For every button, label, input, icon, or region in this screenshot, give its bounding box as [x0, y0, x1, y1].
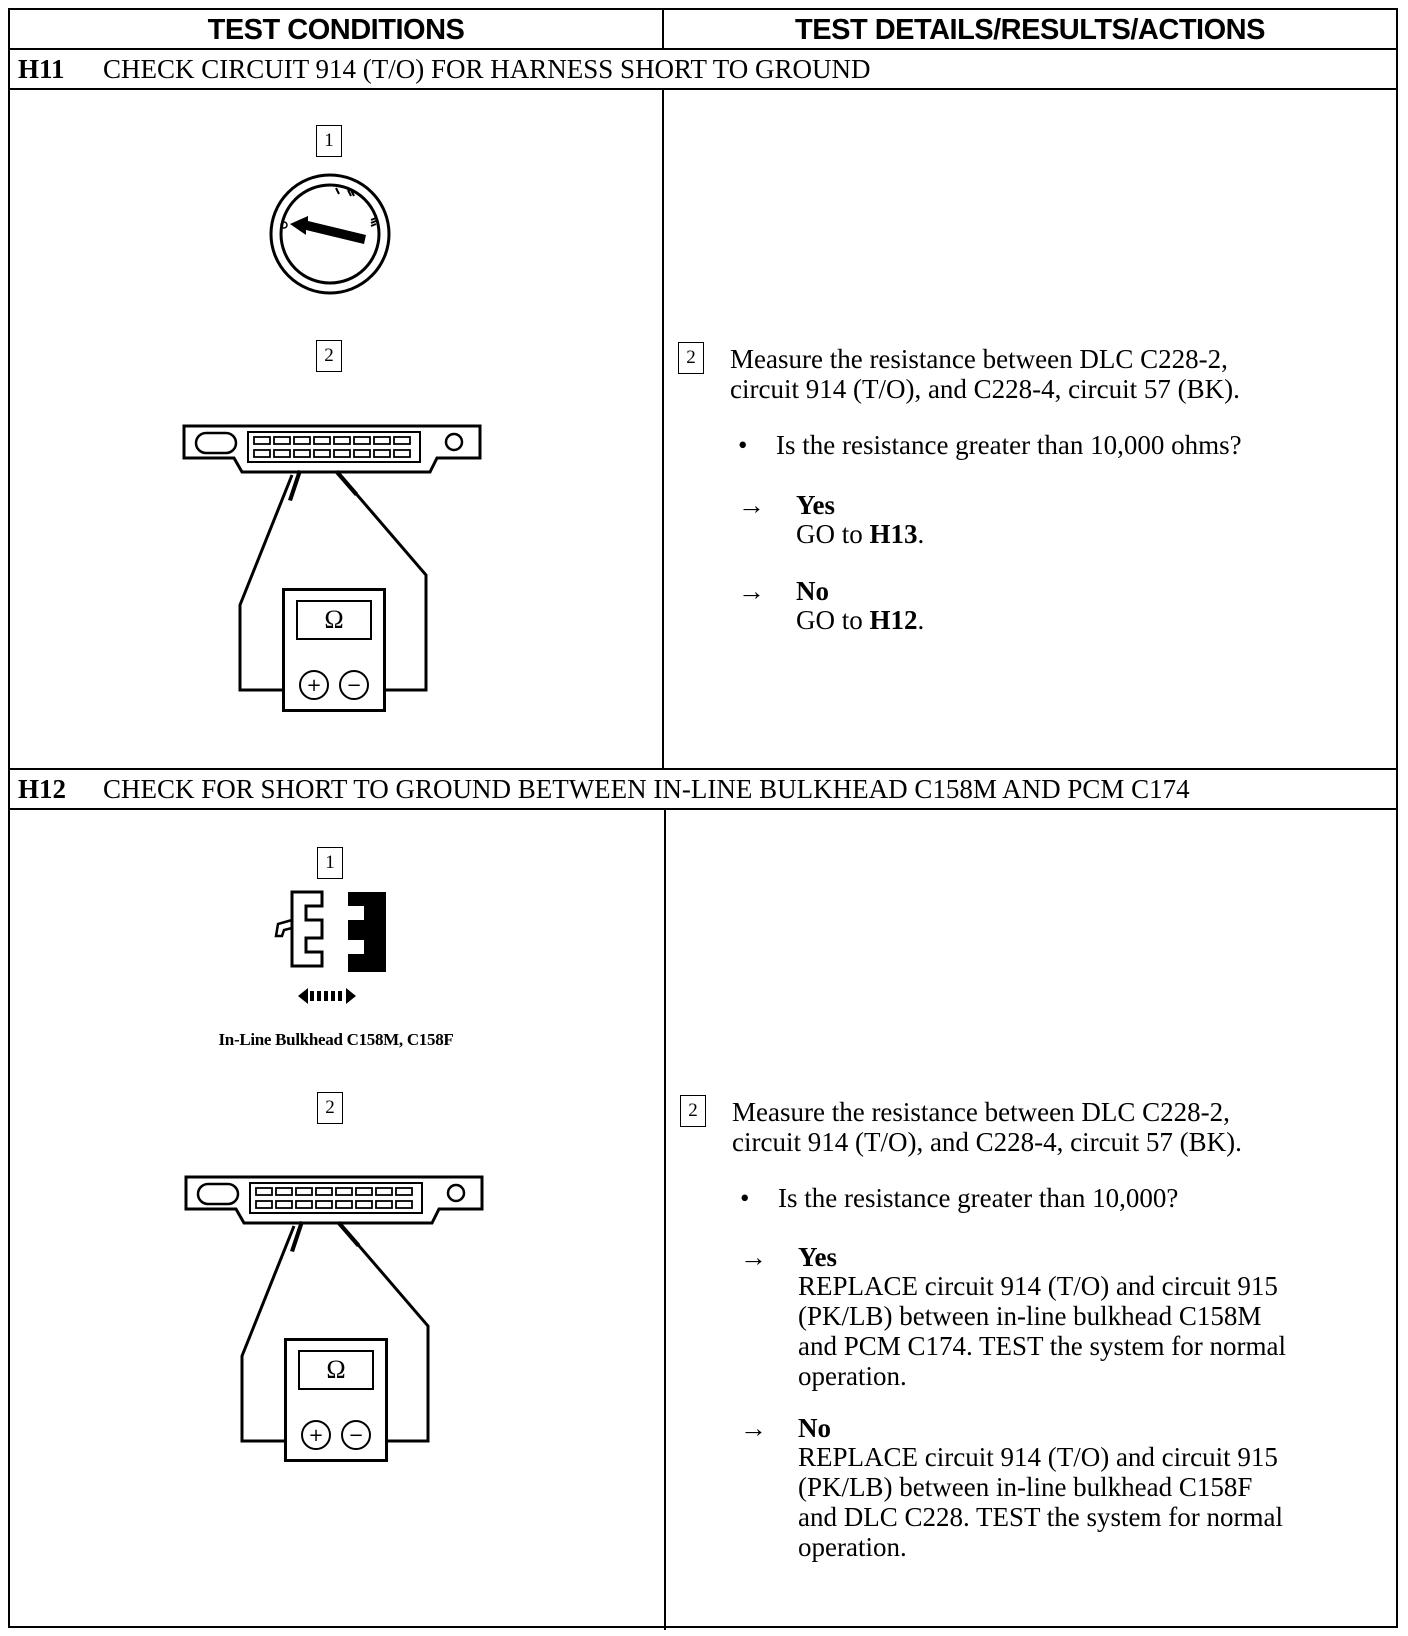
h12-yes-action: [798, 1271, 1286, 1391]
h11-bullet: •: [738, 430, 748, 460]
ohm-symbol: Ω: [326, 1355, 346, 1384]
test-procedure-table: [8, 8, 1398, 1628]
h11-detail-text: [730, 344, 1240, 404]
h12-no-action: [798, 1442, 1283, 1562]
h12-no-arrow: →: [740, 1413, 767, 1443]
h12-question: Is the resistance greater than 10,000?: [778, 1183, 1179, 1213]
h11-detail-line2: circuit 914 (T/O), and C228-4, circuit 57 (BK).: [730, 374, 1240, 404]
h11-no-target: H12: [869, 605, 918, 635]
h11-no-action: [796, 605, 924, 635]
header-test-details: TEST DETAILS/RESULTS/ACTIONS: [795, 13, 1265, 46]
h12-no-label: No: [798, 1413, 831, 1443]
h12-yes-arrow: →: [740, 1242, 767, 1272]
h11-step2-box: 2: [316, 340, 342, 372]
bulkhead-caption: In-Line Bulkhead C158M, C158F: [218, 1030, 454, 1049]
h12-no-line: (PK/LB) between in-line bulkhead C158F: [798, 1472, 1253, 1502]
h12-no-line: REPLACE circuit 914 (T/O) and circuit 915: [798, 1442, 1278, 1472]
section-h12-text: CHECK FOR SHORT TO GROUND BETWEEN IN-LINE BULKHEAD C158M AND PCM C174: [103, 773, 1190, 804]
ohm-symbol: Ω: [324, 605, 344, 634]
negative-terminal-icon: −: [339, 670, 369, 700]
column-divider: [662, 10, 664, 50]
h11-yes-target: H13: [869, 519, 918, 549]
column-divider: [664, 808, 666, 1630]
section-h12-id: H12: [18, 773, 67, 804]
ohmmeter-icon: [284, 1338, 388, 1462]
positive-terminal-icon: +: [301, 1420, 331, 1450]
h12-step1-box: 1: [317, 847, 343, 879]
h12-detail-line2: circuit 914 (T/O), and C228-4, circuit 57 (BK).: [732, 1127, 1242, 1157]
ohmmeter-display: [296, 600, 372, 640]
ohmmeter-display: [298, 1350, 374, 1390]
h12-bullet: •: [740, 1183, 750, 1213]
h12-yes-line: (PK/LB) between in-line bulkhead C158M: [798, 1301, 1262, 1331]
h12-detail-text: [732, 1097, 1242, 1157]
section-h12-title: [10, 769, 1396, 809]
h11-no-end: .: [917, 605, 925, 635]
h11-no-go: GO to: [796, 605, 870, 635]
h12-detail-line1: Measure the resistance between DLC C228-2,: [732, 1097, 1230, 1127]
h12-yes-label: Yes: [798, 1242, 837, 1272]
h12-yes-line: operation.: [798, 1361, 907, 1391]
h12-no-line: and DLC C228. TEST the system for normal: [798, 1502, 1283, 1532]
h11-detail-line1: Measure the resistance between DLC C228-2,: [730, 344, 1228, 374]
negative-terminal-icon: −: [341, 1420, 371, 1450]
ohmmeter-icon: [282, 588, 386, 712]
section-h11-text: CHECK CIRCUIT 914 (T/O) FOR HARNESS SHORT TO GROUND: [103, 53, 871, 84]
h11-question: Is the resistance greater than 10,000 ohms?: [776, 430, 1242, 460]
h11-no-arrow: →: [738, 576, 765, 606]
header-test-conditions: TEST CONDITIONS: [207, 13, 465, 46]
h11-yes-go: GO to: [796, 519, 870, 549]
h12-no-line: operation.: [798, 1532, 907, 1562]
bulkhead-connector-icon: [268, 890, 394, 1020]
h12-yes-line: REPLACE circuit 914 (T/O) and circuit 915: [798, 1271, 1278, 1301]
h12-detail-step-box: 2: [680, 1095, 706, 1127]
h11-yes-label: Yes: [796, 490, 835, 520]
h12-yes-line: and PCM C174. TEST the system for normal: [798, 1331, 1286, 1361]
h11-step1-box: 1: [316, 125, 342, 157]
h11-yes-arrow: →: [738, 490, 765, 520]
h11-yes-action: [796, 519, 924, 549]
ignition-switch-icon: [268, 172, 392, 296]
h12-step2-box: 2: [317, 1092, 343, 1124]
section-h11-id: H11: [18, 53, 65, 84]
h11-no-label: No: [796, 576, 829, 606]
section-h11-title: [10, 49, 1396, 89]
h11-detail-step-box: 2: [678, 342, 704, 374]
column-divider: [662, 88, 664, 770]
positive-terminal-icon: +: [299, 670, 329, 700]
h11-yes-end: .: [917, 519, 925, 549]
